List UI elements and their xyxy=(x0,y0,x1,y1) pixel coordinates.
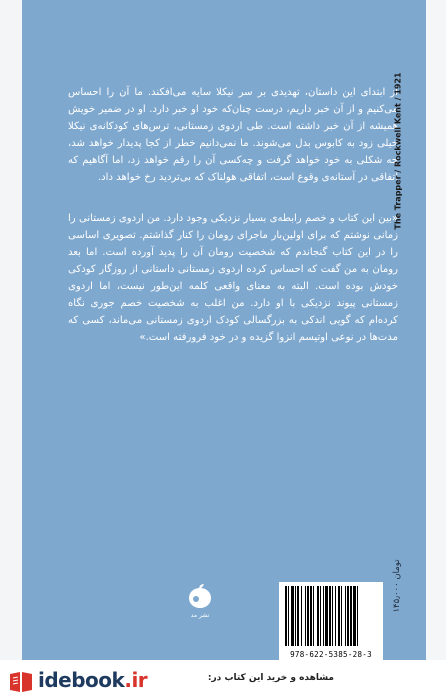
barcode-bar xyxy=(310,586,312,646)
barcode xyxy=(279,582,383,662)
illustration-credit-text: The Trapper / Rockwell Kent / 1921 xyxy=(393,72,403,230)
publisher-logo-icon xyxy=(187,583,213,619)
barcode-bar xyxy=(332,586,333,646)
barcode-bar xyxy=(338,586,340,646)
barcode-bar xyxy=(357,586,358,646)
barcode-bar xyxy=(320,586,321,646)
barcode-bar xyxy=(317,586,319,646)
barcode-bar xyxy=(307,586,309,646)
blurb-text xyxy=(68,84,398,346)
barcode-bar xyxy=(301,586,302,646)
barcode-bar xyxy=(313,586,314,646)
barcode-bars xyxy=(283,586,379,648)
price-text: ۱۴۵٫۰۰۰ تومان xyxy=(392,559,402,613)
barcode-bar xyxy=(291,586,294,646)
logo-suffix-text: .ir xyxy=(124,668,148,692)
barcode-bar xyxy=(350,586,352,646)
barcode-bar xyxy=(285,586,287,646)
barcode-bar xyxy=(297,586,299,646)
barcode-bar xyxy=(353,586,356,646)
barcode-bar xyxy=(329,586,331,646)
barcode-bar xyxy=(325,586,328,646)
isbn-number: 978-622-5385-28-3 xyxy=(290,650,372,659)
barcode-bar xyxy=(345,586,346,646)
logo-main-text: idebook xyxy=(38,668,125,692)
barcode-bar xyxy=(295,586,296,646)
price-label xyxy=(389,543,405,629)
barcode-bar xyxy=(335,586,336,646)
barcode-bar xyxy=(305,586,306,646)
book-icon xyxy=(8,670,34,694)
barcode-bar xyxy=(323,586,324,646)
logo-wordmark xyxy=(38,668,147,692)
blurb-paragraph-1: از ابتدای این داستان، تهدیدی بر سر نیکلا سایه می‌افکند. ما آن را احساس می‌کنیم و از آن خبر داریم، درست چنان‌که خود او خبر دارد. او در ضمیر خویش همیشه از آن خبر داشته است. طی اردوی زمستانی، ترس‌های کودکانه‌ی نیکلا خیلی زود به کابوس بدل می‌شوند. ما نمی‌دانیم خطر از کجا پدیدار خواهد شد، چه شکلی به خود خواهد گرفت و چه‌کسی آن را رقم خواهد زد، اما آگاهیم که اتفاقی در آستانه‌ی وقوع است، اتفاقی هولناک که بی‌تردید رخ خواهد داد. xyxy=(68,87,398,183)
blurb-paragraph-2: «بین این کتاب و خصم رابطه‌ی بسیار نزدیکی وجود دارد. من اردوی زمستانی را زمانی نوشتم که برای اولین‌بار ماجرای رومان را کنار گذاشتم. تصویری اساسی را در این کتاب گنجاندم که شخصیت رومان آن را پدید آورده است. اما بعد رومان به من گفت که احساس کرده اردوی زمستانی داستانی از روزگار کودکی خودش بوده است. البته به معنای واقعی کلمه این‌طور نیست، اما اردوی زمستانی پیوند نزدیکی با او دارد. من اغلب به شخصیت خصم جوری نگاه کرده‌ام که گویی اندکی به بزرگسالی کودک اردوی زمستانی می‌ماند، کسی که مدت‌ها در نوعی اوتیسم انزوا گزیده و در خود فرورفته است.» xyxy=(68,213,398,343)
idebook-logo[interactable] xyxy=(8,666,188,696)
left-margin xyxy=(0,0,22,700)
barcode-bar xyxy=(341,586,342,646)
barcode-bar xyxy=(288,586,289,646)
right-margin xyxy=(426,0,446,700)
footer-caption: مشاهده و خرید این کتاب در: xyxy=(207,673,334,683)
publisher-name: نشر مد xyxy=(190,612,210,619)
illustration-credit xyxy=(390,72,406,230)
barcode-bar xyxy=(347,586,349,646)
